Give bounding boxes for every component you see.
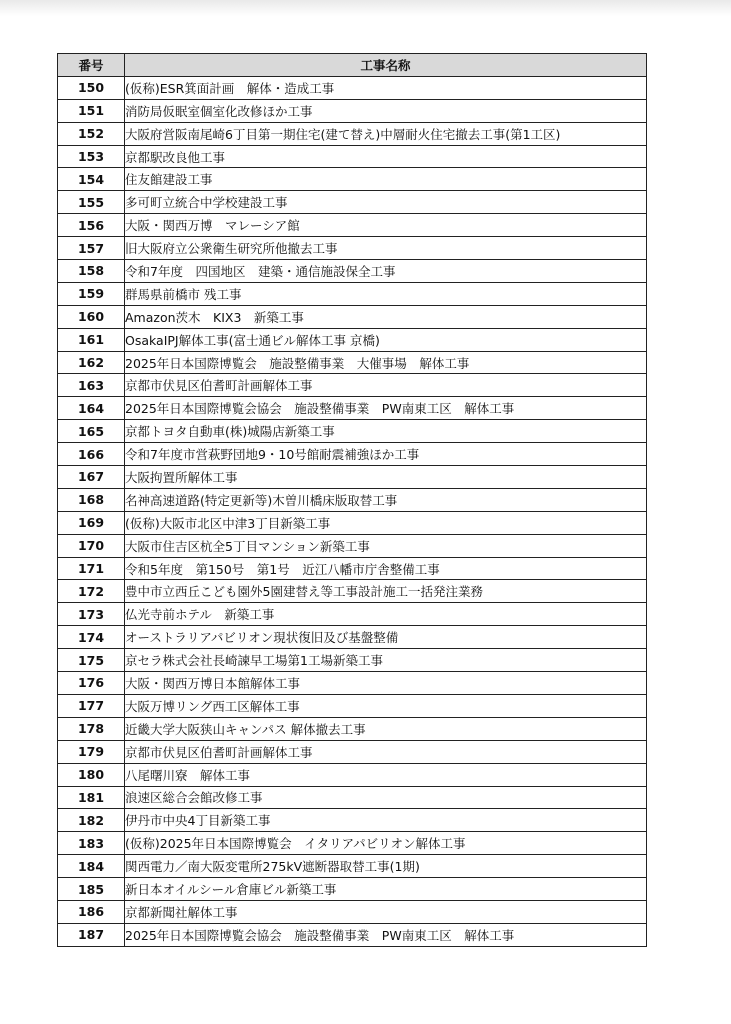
project-name: Amazon茨木 KIX3 新築工事 bbox=[125, 305, 647, 328]
project-name: 大阪市住吉区杭全5丁目マンション新築工事 bbox=[125, 534, 647, 557]
row-number: 166 bbox=[58, 443, 125, 466]
project-name: 令和5年度 第150号 第1号 近江八幡市庁舎整備工事 bbox=[125, 557, 647, 580]
project-name: オーストラリアパビリオン現状復旧及び基盤整備 bbox=[125, 626, 647, 649]
project-name: 群馬県前橋市 残工事 bbox=[125, 282, 647, 305]
table-row bbox=[58, 76, 647, 99]
project-name: 令和7年度市営萩野団地9・10号館耐震補強ほか工事 bbox=[125, 443, 647, 466]
project-name: 2025年日本国際博覧会協会 施設整備事業 PW南東工区 解体工事 bbox=[125, 397, 647, 420]
row-number: 151 bbox=[58, 99, 125, 122]
row-number: 150 bbox=[58, 76, 125, 99]
project-name: 豊中市立西丘こども園外5園建替え等工事設計施工一括発注業務 bbox=[125, 580, 647, 603]
row-number: 168 bbox=[58, 488, 125, 511]
project-name: 令和7年度 四国地区 建築・通信施設保全工事 bbox=[125, 260, 647, 283]
row-number: 186 bbox=[58, 900, 125, 923]
table-row bbox=[58, 717, 647, 740]
project-name: OsakaIPJ解体工事(富士通ビル解体工事 京橋) bbox=[125, 328, 647, 351]
row-number: 178 bbox=[58, 717, 125, 740]
table-row bbox=[58, 511, 647, 534]
project-name: 名神高速道路(特定更新等)木曽川橋床版取替工事 bbox=[125, 488, 647, 511]
table-row bbox=[58, 809, 647, 832]
table-row bbox=[58, 580, 647, 603]
row-number: 187 bbox=[58, 923, 125, 946]
row-number: 154 bbox=[58, 168, 125, 191]
table-row bbox=[58, 649, 647, 672]
table-row bbox=[58, 855, 647, 878]
table-row bbox=[58, 145, 647, 168]
row-number: 163 bbox=[58, 374, 125, 397]
project-name: 大阪拘置所解体工事 bbox=[125, 466, 647, 489]
row-number: 153 bbox=[58, 145, 125, 168]
project-name: 京都トヨタ自動車(株)城陽店新築工事 bbox=[125, 420, 647, 443]
row-number: 167 bbox=[58, 466, 125, 489]
row-number: 170 bbox=[58, 534, 125, 557]
table-row bbox=[58, 99, 647, 122]
table-row bbox=[58, 626, 647, 649]
project-name: 京セラ株式会社長崎諫早工場第1工場新築工事 bbox=[125, 649, 647, 672]
project-name: 京都市伏見区伯耆町計画解体工事 bbox=[125, 374, 647, 397]
table-row bbox=[58, 443, 647, 466]
row-number: 162 bbox=[58, 351, 125, 374]
project-name: 関西電力／南大阪変電所275kV遮断器取替工事(1期) bbox=[125, 855, 647, 878]
row-number: 172 bbox=[58, 580, 125, 603]
row-number: 181 bbox=[58, 786, 125, 809]
table-row bbox=[58, 923, 647, 946]
row-number: 156 bbox=[58, 214, 125, 237]
project-name: 大阪・関西万博 マレーシア館 bbox=[125, 214, 647, 237]
column-header-number: 番号 bbox=[58, 54, 125, 77]
row-number: 175 bbox=[58, 649, 125, 672]
table-row bbox=[58, 878, 647, 901]
project-name: (仮称)ESR箕面計画 解体・造成工事 bbox=[125, 76, 647, 99]
column-header-project-name: 工事名称 bbox=[125, 54, 647, 77]
row-number: 174 bbox=[58, 626, 125, 649]
row-number: 180 bbox=[58, 763, 125, 786]
row-number: 173 bbox=[58, 603, 125, 626]
project-name: 旧大阪府立公衆衛生研究所他撤去工事 bbox=[125, 237, 647, 260]
row-number: 155 bbox=[58, 191, 125, 214]
table-row bbox=[58, 557, 647, 580]
row-number: 169 bbox=[58, 511, 125, 534]
project-name: 大阪府営阪南尾崎6丁目第一期住宅(建て替え)中層耐火住宅撤去工事(第1工区) bbox=[125, 122, 647, 145]
project-name: 八尾曙川寮 解体工事 bbox=[125, 763, 647, 786]
row-number: 176 bbox=[58, 672, 125, 695]
table-row bbox=[58, 397, 647, 420]
table-header-row bbox=[58, 54, 647, 77]
row-number: 152 bbox=[58, 122, 125, 145]
page-top-shadow bbox=[0, 0, 731, 16]
table-row bbox=[58, 328, 647, 351]
table-row bbox=[58, 900, 647, 923]
table-row bbox=[58, 214, 647, 237]
row-number: 179 bbox=[58, 740, 125, 763]
row-number: 158 bbox=[58, 260, 125, 283]
project-name: (仮称)2025年日本国際博覧会 イタリアパビリオン解体工事 bbox=[125, 832, 647, 855]
table-row bbox=[58, 740, 647, 763]
row-number: 159 bbox=[58, 282, 125, 305]
project-name: 消防局仮眠室個室化改修ほか工事 bbox=[125, 99, 647, 122]
table-row bbox=[58, 672, 647, 695]
row-number: 157 bbox=[58, 237, 125, 260]
row-number: 184 bbox=[58, 855, 125, 878]
project-name: 近畿大学大阪狭山キャンパス 解体撤去工事 bbox=[125, 717, 647, 740]
project-name: 浪速区総合会館改修工事 bbox=[125, 786, 647, 809]
table-row bbox=[58, 488, 647, 511]
row-number: 160 bbox=[58, 305, 125, 328]
project-name: (仮称)大阪市北区中津3丁目新築工事 bbox=[125, 511, 647, 534]
table-row bbox=[58, 122, 647, 145]
table-row bbox=[58, 786, 647, 809]
table-row bbox=[58, 191, 647, 214]
project-name: 京都駅改良他工事 bbox=[125, 145, 647, 168]
table-body bbox=[58, 76, 647, 946]
table-row bbox=[58, 351, 647, 374]
table-row bbox=[58, 168, 647, 191]
project-name: 多可町立統合中学校建設工事 bbox=[125, 191, 647, 214]
project-name: 大阪・関西万博日本館解体工事 bbox=[125, 672, 647, 695]
row-number: 185 bbox=[58, 878, 125, 901]
project-name: 2025年日本国際博覧会 施設整備事業 大催事場 解体工事 bbox=[125, 351, 647, 374]
table-row bbox=[58, 374, 647, 397]
table-row bbox=[58, 260, 647, 283]
project-name: 京都市伏見区伯耆町計画解体工事 bbox=[125, 740, 647, 763]
table-row bbox=[58, 534, 647, 557]
table-row bbox=[58, 763, 647, 786]
table-row bbox=[58, 305, 647, 328]
project-name: 住友館建設工事 bbox=[125, 168, 647, 191]
table-row bbox=[58, 832, 647, 855]
table-row bbox=[58, 694, 647, 717]
project-name: 新日本オイルシール倉庫ビル新築工事 bbox=[125, 878, 647, 901]
row-number: 182 bbox=[58, 809, 125, 832]
project-name: 2025年日本国際博覧会協会 施設整備事業 PW南東工区 解体工事 bbox=[125, 923, 647, 946]
table-row bbox=[58, 603, 647, 626]
project-name: 仏光寺前ホテル 新築工事 bbox=[125, 603, 647, 626]
row-number: 171 bbox=[58, 557, 125, 580]
construction-projects-table bbox=[57, 53, 647, 947]
table-row bbox=[58, 282, 647, 305]
row-number: 164 bbox=[58, 397, 125, 420]
table-row bbox=[58, 420, 647, 443]
project-name: 伊丹市中央4丁目新築工事 bbox=[125, 809, 647, 832]
row-number: 165 bbox=[58, 420, 125, 443]
table-row bbox=[58, 466, 647, 489]
row-number: 183 bbox=[58, 832, 125, 855]
table-row bbox=[58, 237, 647, 260]
row-number: 177 bbox=[58, 694, 125, 717]
row-number: 161 bbox=[58, 328, 125, 351]
project-name: 大阪万博リング西工区解体工事 bbox=[125, 694, 647, 717]
project-name: 京都新聞社解体工事 bbox=[125, 900, 647, 923]
